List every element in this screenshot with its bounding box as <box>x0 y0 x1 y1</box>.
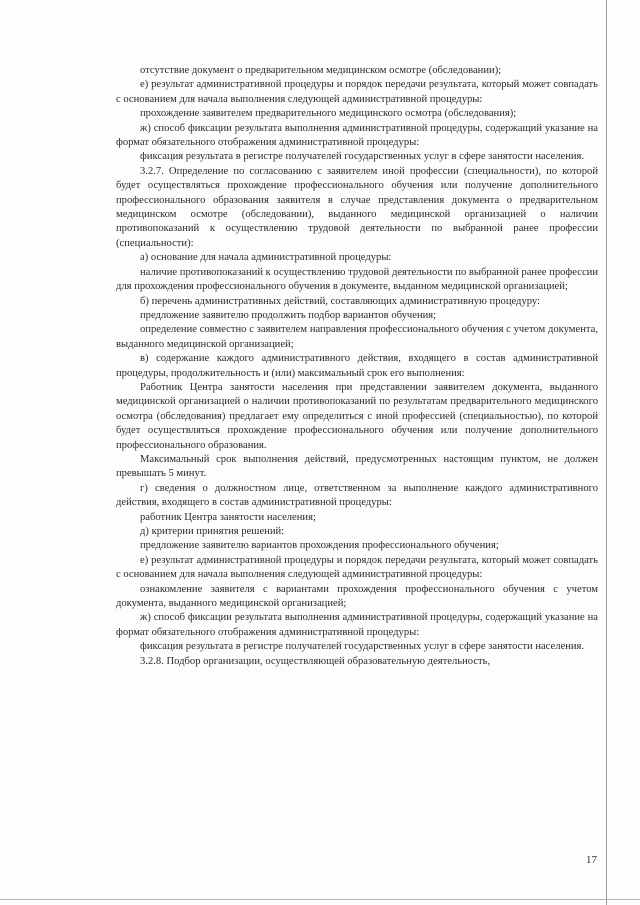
paragraph: фиксация результата в регистре получателей государственных услуг в сфере занятости населения. <box>140 641 585 653</box>
paragraph: ж) способ фиксации результата выполнения административной процедуры, содержащий указание на формат обязательного отображения административной процедуры: <box>116 612 598 638</box>
paragraph: ознакомление заявителя с вариантами прохождения профессионального обучения с учетом документа, выданного медицинской организацией; <box>116 583 598 610</box>
paragraph: б) перечень административных действий, составляющих административную процедуру: <box>140 295 540 307</box>
paragraph: 3.2.7. Определение по согласованию с заявителем иной профессии (специальности), по которой будет осуществляться прохождение профессионального обучения или получение дополнительного профессионального образования заявителя в случае представления документа о предварительном медицинском осмотре (обследовании), выданного медицинской организацией о наличии противопоказаний к осуществлению трудовой деятельности по выбранной ранее профессии (специальности): <box>116 165 598 249</box>
paragraph: а) основание для начала административной процедуры: <box>140 252 392 264</box>
paragraph: Работник Центра занятости населения при представлении заявителем документа, выданного медицинской организацией о наличии противопоказаний по результатам предварительного медицинского осмотра (обследования) предлагает ему определиться с иной профессией (специальностью), по которой будет осуществляться прохождение профессионального обучения или получение дополнительного профессионального образования. <box>116 381 598 451</box>
paragraph: прохождение заявителем предварительного медицинского осмотра (обследования); <box>140 108 517 120</box>
paragraph: 3.2.8. Подбор организации, осуществляющей образовательную деятельность, <box>140 655 491 667</box>
paragraph: е) результат административной процедуры и порядок передачи результата, который может совпадать с основанием для начала выполнения следующей административной процедуры: <box>116 79 598 105</box>
paragraph: отсутствие документ о предварительном медицинском осмотре (обследовании); <box>140 65 502 76</box>
paragraph: фиксация результата в регистре получателей государственных услуг в сфере занятости населения. <box>140 151 585 163</box>
paragraph: ж) способ фиксации результата выполнения административной процедуры, содержащий указание на формат обязательного отображения административной процедуры: <box>116 122 598 149</box>
paragraph: г) сведения о должностном лице, ответственном за выполнение каждого административного действия, входящего в состав административной процедуры: <box>116 482 598 509</box>
paragraph: е) результат административной процедуры и порядок передачи результата, который может совпадать с основанием для начала выполнения следующей административной процедуры: <box>116 554 598 581</box>
paragraph: определение совместно с заявителем направления профессионального обучения с учетом документа, выданного медицинской организацией; <box>116 324 598 350</box>
paragraph: предложение заявителю вариантов прохождения профессионального обучения; <box>140 540 499 552</box>
page-bottom-edge <box>0 899 640 900</box>
paragraph: Максимальный срок выполнения действий, предусмотренных настоящим пунктом, не должен превышать 5 минут. <box>116 453 598 480</box>
paragraph: работник Центра занятости населения; <box>140 511 316 523</box>
document-body <box>116 64 598 669</box>
paragraph: д) критерии принятия решений: <box>140 526 285 537</box>
paragraph: наличие противопоказаний к осуществлению трудовой деятельности по выбранной ранее профессии для прохождения профессионального обучения в документе, выданном медицинской организацией; <box>116 266 598 293</box>
page-right-edge <box>606 0 607 905</box>
page-number: 17 <box>586 854 597 866</box>
paragraph: в) содержание каждого административного действия, входящего в состав административной процедуры, продолжительность и (или) максимальный срок его выполнения: <box>116 353 598 379</box>
header-fragment <box>300 0 335 5</box>
paragraph: предложение заявителю продолжить подбор вариантов обучения; <box>140 309 437 321</box>
